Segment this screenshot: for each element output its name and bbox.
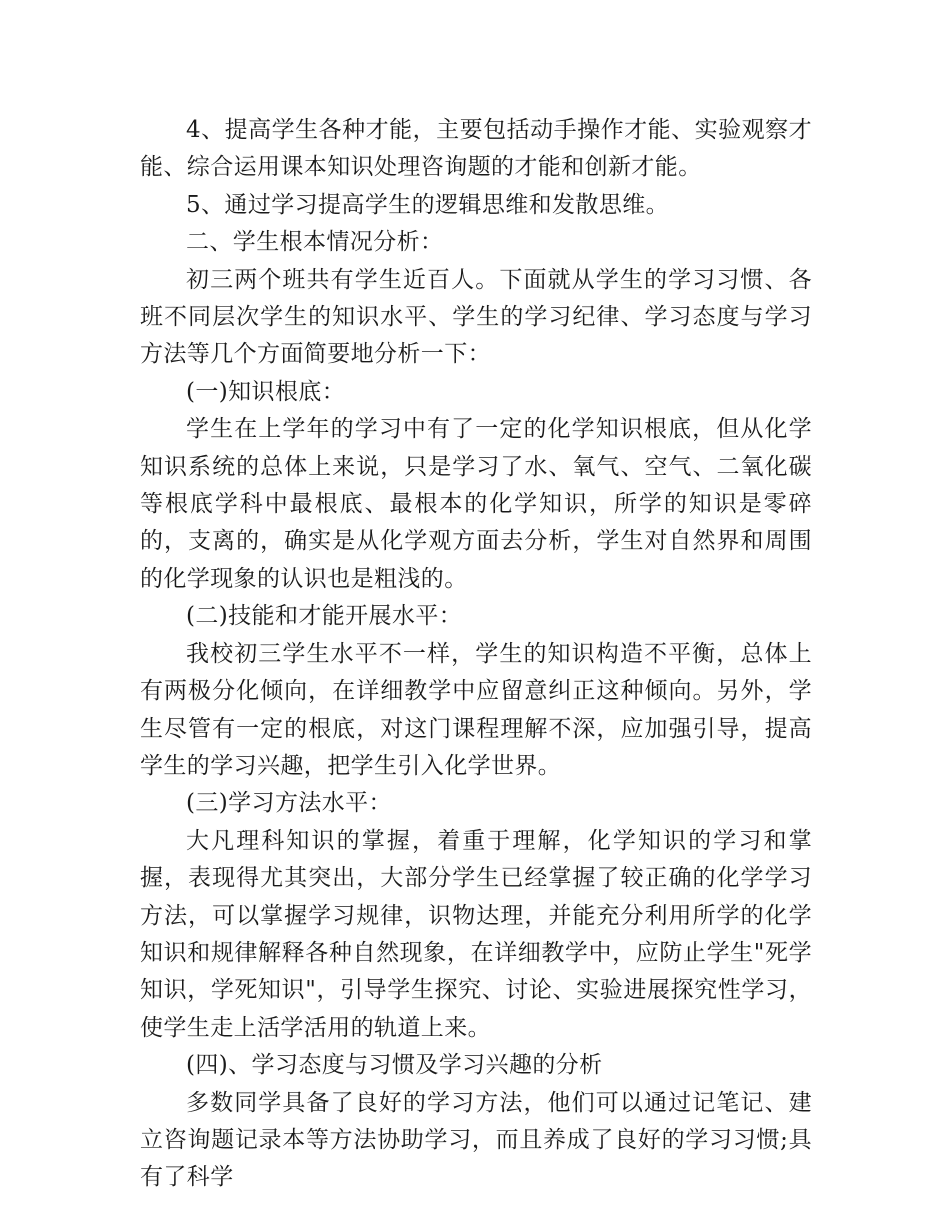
paragraph-goal-4: 4、提高学生各种才能，主要包括动手操作才能、实验观察才能、综合运用课本知识处理咨询题的才能和创新才能。 [140, 117, 812, 181]
subheading-learning-methods: (三)学习方法水平： [186, 790, 392, 817]
section-heading-student-analysis: 二、学生根本情况分析： [186, 229, 444, 256]
paragraph-knowledge-foundation: 学生在上学年的学习中有了一定的化学知识根底，但从化学知识系统的总体上来说，只是学习了水、氧气、空气、二氧化碳等根底学科中最根底、最根本的化学知识，所学的知识是零碎的，支离的，确实是从化学观方面去分析，学生对自然界和周围的化学现象的认识也是粗浅的。 [140, 416, 812, 592]
paragraph-class-overview: 初三两个班共有学生近百人。下面就从学生的学习习惯、各班不同层次学生的知识水平、学生的学习纪律、学习态度与学习方法等几个方面简要地分析一下： [140, 266, 812, 368]
paragraph-attitude-habits: 多数同学具备了良好的学习方法，他们可以通过记笔记、建立咨询题记录本等方法协助学习，而且养成了良好的学习习惯;具有了科学 [140, 1089, 812, 1191]
paragraph-learning-methods: 大凡理科知识的掌握，着重于理解，化学知识的学习和掌握，表现得尤其突出，大部分学生已经掌握了较正确的化学学习方法，可以掌握学习规律，识物达理，并能充分利用所学的化学知识和规律解释各种自然现象，在详细教学中，应防止学生"死学知识，学死知识"，引导学生探究、讨论、实验进展探究性学习，使学生走上活学活用的轨道上来。 [140, 827, 812, 1041]
paragraph-goal-5: 5、通过学习提高学生的逻辑思维和发散思维。 [186, 191, 670, 218]
document-body [140, 112, 812, 1197]
subheading-knowledge-foundation: (一)知识根底： [186, 378, 346, 405]
subheading-attitude-habits: (四)、学习态度与习惯及学习兴趣的分析 [186, 1052, 603, 1079]
paragraph-skills-level: 我校初三学生水平不一样，学生的知识构造不平衡，总体上有两极分化倾向，在详细教学中应留意纠正这种倾向。另外，学生尽管有一定的根底，对这门课程理解不深，应加强引导，提高学生的学习兴趣，把学生引入化学世界。 [140, 640, 812, 779]
subheading-skills-level: (二)技能和才能开展水平： [186, 603, 463, 630]
